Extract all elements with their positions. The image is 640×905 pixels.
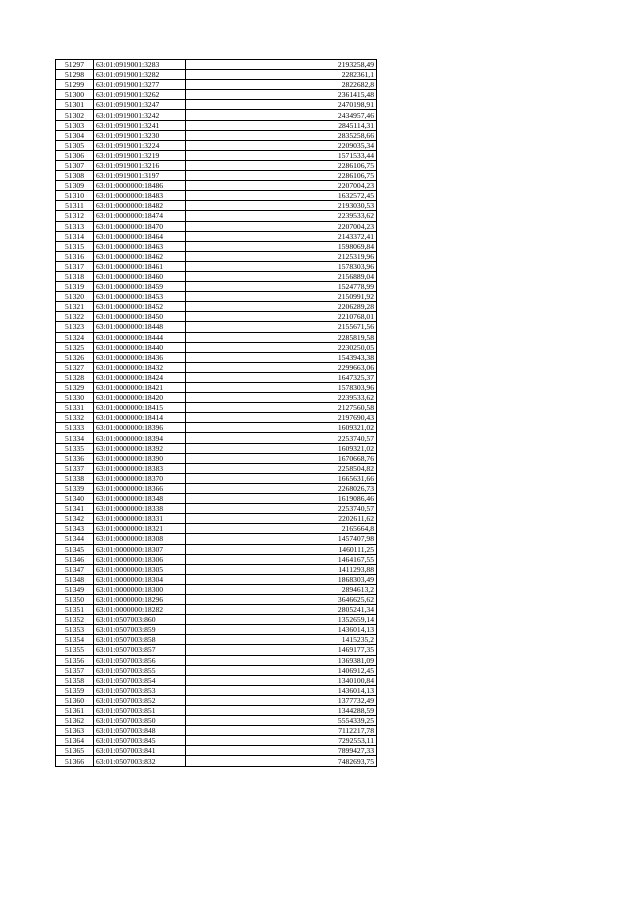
cadastral-value-cell: 1524778,99 [186,282,377,292]
cadastral-value-cell: 2253740,57 [186,433,377,443]
cadastral-number-cell: 63:01:0000000:18453 [94,292,186,302]
table-row [56,605,377,615]
table-row [56,70,377,80]
row-number-cell: 51346 [56,554,94,564]
table-row [56,645,377,655]
cadastral-number-cell: 63:01:0507003:858 [94,635,186,645]
table-row [56,433,377,443]
row-number-cell: 51362 [56,716,94,726]
cadastral-number-cell: 63:01:0000000:18348 [94,494,186,504]
table-row [56,594,377,604]
cadastral-number-cell: 63:01:0919001:3247 [94,100,186,110]
row-number-cell: 51343 [56,524,94,534]
row-number-cell: 51301 [56,100,94,110]
cadastral-number-cell: 63:01:0000000:18306 [94,554,186,564]
row-number-cell: 51307 [56,160,94,170]
row-number-cell: 51348 [56,574,94,584]
cadastral-number-cell: 63:01:0507003:853 [94,685,186,695]
row-number-cell: 51327 [56,362,94,372]
row-number-cell: 51332 [56,413,94,423]
row-number-cell: 51340 [56,494,94,504]
cadastral-number-cell: 63:01:0000000:18440 [94,342,186,352]
cadastral-value-cell: 1415235,2 [186,635,377,645]
cadastral-number-cell: 63:01:0000000:18308 [94,534,186,544]
cadastral-value-cell: 1460111,25 [186,544,377,554]
cadastral-value-cell: 2125319,96 [186,251,377,261]
cadastral-value-cell: 1369381,09 [186,655,377,665]
row-number-cell: 51350 [56,594,94,604]
cadastral-value-cell: 2285819,58 [186,332,377,342]
cadastral-number-cell: 63:01:0000000:18415 [94,403,186,413]
row-number-cell: 51342 [56,514,94,524]
table-row [56,140,377,150]
cadastral-number-cell: 63:01:0000000:18396 [94,423,186,433]
table-row [56,241,377,251]
table-row [56,685,377,695]
cadastral-value-cell: 2286106,75 [186,160,377,170]
row-number-cell: 51363 [56,726,94,736]
cadastral-number-cell: 63:01:0000000:18463 [94,241,186,251]
cadastral-value-cell: 2239533,62 [186,393,377,403]
cadastral-number-cell: 63:01:0000000:18366 [94,483,186,493]
table-row [56,443,377,453]
cadastral-number-cell: 63:01:0000000:18450 [94,312,186,322]
row-number-cell: 51355 [56,645,94,655]
table-row [56,322,377,332]
cadastral-value-cell: 1598069,84 [186,241,377,251]
cadastral-number-cell: 63:01:0000000:18432 [94,362,186,372]
cadastral-value-cell: 2286106,75 [186,171,377,181]
cadastral-number-cell: 63:01:0000000:18282 [94,605,186,615]
cadastral-number-cell: 63:01:0919001:3242 [94,110,186,120]
row-number-cell: 51316 [56,251,94,261]
cadastral-value-cell: 1411293,88 [186,564,377,574]
table-row [56,403,377,413]
cadastral-number-cell: 63:01:0507003:855 [94,665,186,675]
row-number-cell: 51349 [56,584,94,594]
cadastral-number-cell: 63:01:0000000:18460 [94,271,186,281]
row-number-cell: 51339 [56,483,94,493]
row-number-cell: 51325 [56,342,94,352]
cadastral-value-cell: 1352659,14 [186,615,377,625]
row-number-cell: 51315 [56,241,94,251]
table-row [56,372,377,382]
cadastral-value-cell: 2156889,04 [186,271,377,281]
cadastral-number-cell: 63:01:0507003:852 [94,695,186,705]
cadastral-value-cell: 2127560,58 [186,403,377,413]
cadastral-value-cell: 2193258,49 [186,60,377,70]
cadastral-number-cell: 63:01:0919001:3277 [94,80,186,90]
table-row [56,120,377,130]
cadastral-number-cell: 63:01:0507003:857 [94,645,186,655]
cadastral-value-cell: 3646625,62 [186,594,377,604]
cadastral-value-table [55,59,377,767]
cadastral-value-cell: 2805241,34 [186,605,377,615]
cadastral-number-cell: 63:01:0507003:851 [94,706,186,716]
cadastral-number-cell: 63:01:0919001:3216 [94,160,186,170]
row-number-cell: 51366 [56,756,94,766]
table-row [56,271,377,281]
row-number-cell: 51302 [56,110,94,120]
cadastral-value-cell: 2155671,56 [186,322,377,332]
table-row [56,746,377,756]
cadastral-value-cell: 1578303,96 [186,383,377,393]
table-row [56,231,377,241]
cadastral-value-cell: 1377732,49 [186,695,377,705]
table-row [56,534,377,544]
table-row [56,211,377,221]
cadastral-value-cell: 7482693,75 [186,756,377,766]
cadastral-number-cell: 63:01:0000000:18444 [94,332,186,342]
row-number-cell: 51357 [56,665,94,675]
table-row [56,423,377,433]
cadastral-number-cell: 63:01:0000000:18331 [94,514,186,524]
row-number-cell: 51356 [56,655,94,665]
cadastral-value-cell: 2282361,1 [186,70,377,80]
cadastral-value-cell: 1457407,98 [186,534,377,544]
row-number-cell: 51334 [56,433,94,443]
row-number-cell: 51330 [56,393,94,403]
cadastral-number-cell: 63:01:0000000:18448 [94,322,186,332]
table-row [56,110,377,120]
cadastral-number-cell: 63:01:0000000:18452 [94,302,186,312]
table-row [56,312,377,322]
table-row [56,80,377,90]
cadastral-number-cell: 63:01:0919001:3241 [94,120,186,130]
table-row [56,181,377,191]
cadastral-number-cell: 63:01:0000000:18461 [94,261,186,271]
cadastral-value-cell: 1665631,66 [186,473,377,483]
cadastral-value-cell: 2894613,2 [186,584,377,594]
row-number-cell: 51331 [56,403,94,413]
row-number-cell: 51359 [56,685,94,695]
row-number-cell: 51324 [56,332,94,342]
cadastral-value-cell: 1436014,13 [186,625,377,635]
cadastral-value-cell: 2202611,62 [186,514,377,524]
table-row [56,130,377,140]
row-number-cell: 51351 [56,605,94,615]
table-row [56,554,377,564]
table-row [56,282,377,292]
table-row [56,756,377,766]
table-row [56,473,377,483]
cadastral-number-cell: 63:01:0000000:18464 [94,231,186,241]
table-row [56,201,377,211]
cadastral-value-cell: 1406912,45 [186,665,377,675]
table-row [56,100,377,110]
row-number-cell: 51345 [56,544,94,554]
table-row [56,504,377,514]
cadastral-value-cell: 2239533,62 [186,211,377,221]
row-number-cell: 51313 [56,221,94,231]
table-row [56,261,377,271]
cadastral-value-cell: 2253740,57 [186,504,377,514]
row-number-cell: 51329 [56,383,94,393]
cadastral-number-cell: 63:01:0507003:832 [94,756,186,766]
row-number-cell: 51323 [56,322,94,332]
row-number-cell: 51312 [56,211,94,221]
cadastral-number-cell: 63:01:0507003:850 [94,716,186,726]
cadastral-value-cell: 7112217,78 [186,726,377,736]
table-row [56,635,377,645]
table-row [56,736,377,746]
table-row [56,544,377,554]
row-number-cell: 51311 [56,201,94,211]
cadastral-value-cell: 1609321,02 [186,423,377,433]
row-number-cell: 51304 [56,130,94,140]
row-number-cell: 51299 [56,80,94,90]
cadastral-value-cell: 2210768,01 [186,312,377,322]
cadastral-number-cell: 63:01:0507003:859 [94,625,186,635]
row-number-cell: 51337 [56,463,94,473]
cadastral-number-cell: 63:01:0000000:18420 [94,393,186,403]
row-number-cell: 51333 [56,423,94,433]
row-number-cell: 51320 [56,292,94,302]
cadastral-number-cell: 63:01:0000000:18338 [94,504,186,514]
cadastral-value-cell: 1571533,44 [186,150,377,160]
cadastral-number-cell: 63:01:0000000:18459 [94,282,186,292]
cadastral-value-cell: 1436014,13 [186,685,377,695]
cadastral-number-cell: 63:01:0919001:3224 [94,140,186,150]
cadastral-value-cell: 1340100,84 [186,675,377,685]
cadastral-value-cell: 1670668,76 [186,453,377,463]
cadastral-value-cell: 1344288,59 [186,706,377,716]
cadastral-number-cell: 63:01:0507003:845 [94,736,186,746]
cadastral-number-cell: 63:01:0507003:854 [94,675,186,685]
cadastral-value-cell: 2150991,92 [186,292,377,302]
cadastral-value-cell: 2165664,8 [186,524,377,534]
table-row [56,524,377,534]
cadastral-value-cell: 1543943,38 [186,352,377,362]
table-row [56,695,377,705]
cadastral-number-cell: 63:01:0000000:18486 [94,181,186,191]
row-number-cell: 51309 [56,181,94,191]
cadastral-value-cell: 1609321,02 [186,443,377,453]
cadastral-value-cell: 2197690,43 [186,413,377,423]
table-row [56,574,377,584]
table-row [56,463,377,473]
table-row [56,665,377,675]
table-row [56,413,377,423]
row-number-cell: 51344 [56,534,94,544]
cadastral-value-cell: 2822682,8 [186,80,377,90]
cadastral-number-cell: 63:01:0000000:18436 [94,352,186,362]
table-row [56,393,377,403]
cadastral-number-cell: 63:01:0507003:856 [94,655,186,665]
row-number-cell: 51303 [56,120,94,130]
row-number-cell: 51298 [56,70,94,80]
table-row [56,383,377,393]
row-number-cell: 51338 [56,473,94,483]
cadastral-value-cell: 1469177,35 [186,645,377,655]
table-row [56,160,377,170]
table-row [56,362,377,372]
cadastral-number-cell: 63:01:0919001:3282 [94,70,186,80]
row-number-cell: 51328 [56,372,94,382]
table-row [56,514,377,524]
cadastral-number-cell: 63:01:0000000:18474 [94,211,186,221]
table-row [56,342,377,352]
cadastral-value-cell: 2207004,23 [186,181,377,191]
table-body [56,60,377,767]
cadastral-number-cell: 63:01:0000000:18383 [94,463,186,473]
cadastral-value-cell: 2299663,06 [186,362,377,372]
cadastral-value-cell: 1464167,55 [186,554,377,564]
table-row [56,302,377,312]
cadastral-value-cell: 2143372,41 [186,231,377,241]
cadastral-value-cell: 2258504,82 [186,463,377,473]
table-row [56,60,377,70]
table-row [56,564,377,574]
table-row [56,675,377,685]
cadastral-number-cell: 63:01:0000000:18414 [94,413,186,423]
cadastral-value-cell: 2434957,46 [186,110,377,120]
cadastral-number-cell: 63:01:0507003:860 [94,615,186,625]
cadastral-number-cell: 63:01:0000000:18321 [94,524,186,534]
cadastral-value-cell: 2230250,05 [186,342,377,352]
table-row [56,615,377,625]
table-row [56,453,377,463]
row-number-cell: 51321 [56,302,94,312]
row-number-cell: 51361 [56,706,94,716]
cadastral-number-cell: 63:01:0919001:3197 [94,171,186,181]
cadastral-number-cell: 63:01:0919001:3230 [94,130,186,140]
cadastral-number-cell: 63:01:0000000:18394 [94,433,186,443]
row-number-cell: 51306 [56,150,94,160]
cadastral-value-cell: 2470198,91 [186,100,377,110]
row-number-cell: 51335 [56,443,94,453]
cadastral-number-cell: 63:01:0000000:18470 [94,221,186,231]
cadastral-number-cell: 63:01:0000000:18300 [94,584,186,594]
row-number-cell: 51305 [56,140,94,150]
row-number-cell: 51317 [56,261,94,271]
row-number-cell: 51360 [56,695,94,705]
cadastral-number-cell: 63:01:0000000:18462 [94,251,186,261]
cadastral-value-cell: 2207004,23 [186,221,377,231]
cadastral-number-cell: 63:01:0000000:18392 [94,443,186,453]
row-number-cell: 51322 [56,312,94,322]
row-number-cell: 51365 [56,746,94,756]
table-row [56,494,377,504]
cadastral-value-cell: 1632572,45 [186,191,377,201]
cadastral-number-cell: 63:01:0000000:18483 [94,191,186,201]
cadastral-value-cell: 2206289,28 [186,302,377,312]
table-row [56,90,377,100]
cadastral-number-cell: 63:01:0919001:3262 [94,90,186,100]
cadastral-value-cell: 1647325,37 [186,372,377,382]
cadastral-number-cell: 63:01:0000000:18307 [94,544,186,554]
cadastral-number-cell: 63:01:0507003:841 [94,746,186,756]
cadastral-value-cell: 2361415,48 [186,90,377,100]
cadastral-number-cell: 63:01:0000000:18482 [94,201,186,211]
cadastral-number-cell: 63:01:0000000:18296 [94,594,186,604]
cadastral-value-cell: 2268026,73 [186,483,377,493]
row-number-cell: 51314 [56,231,94,241]
cadastral-number-cell: 63:01:0919001:3283 [94,60,186,70]
cadastral-value-cell: 1578303,96 [186,261,377,271]
table-row [56,221,377,231]
table-row [56,171,377,181]
table-row [56,150,377,160]
table-row [56,655,377,665]
cadastral-number-cell: 63:01:0919001:3219 [94,150,186,160]
cadastral-number-cell: 63:01:0000000:18370 [94,473,186,483]
table-row [56,191,377,201]
cadastral-value-cell: 2209035,34 [186,140,377,150]
table-row [56,716,377,726]
row-number-cell: 51300 [56,90,94,100]
row-number-cell: 51347 [56,564,94,574]
row-number-cell: 51297 [56,60,94,70]
row-number-cell: 51318 [56,271,94,281]
row-number-cell: 51308 [56,171,94,181]
row-number-cell: 51358 [56,675,94,685]
cadastral-number-cell: 63:01:0000000:18424 [94,372,186,382]
table-row [56,706,377,716]
table-row [56,251,377,261]
table-row [56,726,377,736]
row-number-cell: 51326 [56,352,94,362]
cadastral-value-cell: 7899427,33 [186,746,377,756]
cadastral-number-cell: 63:01:0000000:18421 [94,383,186,393]
cadastral-number-cell: 63:01:0000000:18390 [94,453,186,463]
cadastral-value-cell: 2193030,53 [186,201,377,211]
cadastral-value-cell: 2835258,66 [186,130,377,140]
table-row [56,352,377,362]
cadastral-value-cell: 5554339,25 [186,716,377,726]
row-number-cell: 51336 [56,453,94,463]
table-row [56,292,377,302]
table-row [56,625,377,635]
row-number-cell: 51341 [56,504,94,514]
cadastral-number-cell: 63:01:0000000:18304 [94,574,186,584]
table-row [56,483,377,493]
row-number-cell: 51319 [56,282,94,292]
row-number-cell: 51364 [56,736,94,746]
row-number-cell: 51354 [56,635,94,645]
cadastral-number-cell: 63:01:0000000:18305 [94,564,186,574]
cadastral-value-cell: 1868303,49 [186,574,377,584]
row-number-cell: 51352 [56,615,94,625]
row-number-cell: 51310 [56,191,94,201]
cadastral-value-cell: 2845114,31 [186,120,377,130]
table-row [56,332,377,342]
cadastral-number-cell: 63:01:0507003:848 [94,726,186,736]
cadastral-value-cell: 7292553,11 [186,736,377,746]
cadastral-value-cell: 1619086,46 [186,494,377,504]
table-row [56,584,377,594]
row-number-cell: 51353 [56,625,94,635]
